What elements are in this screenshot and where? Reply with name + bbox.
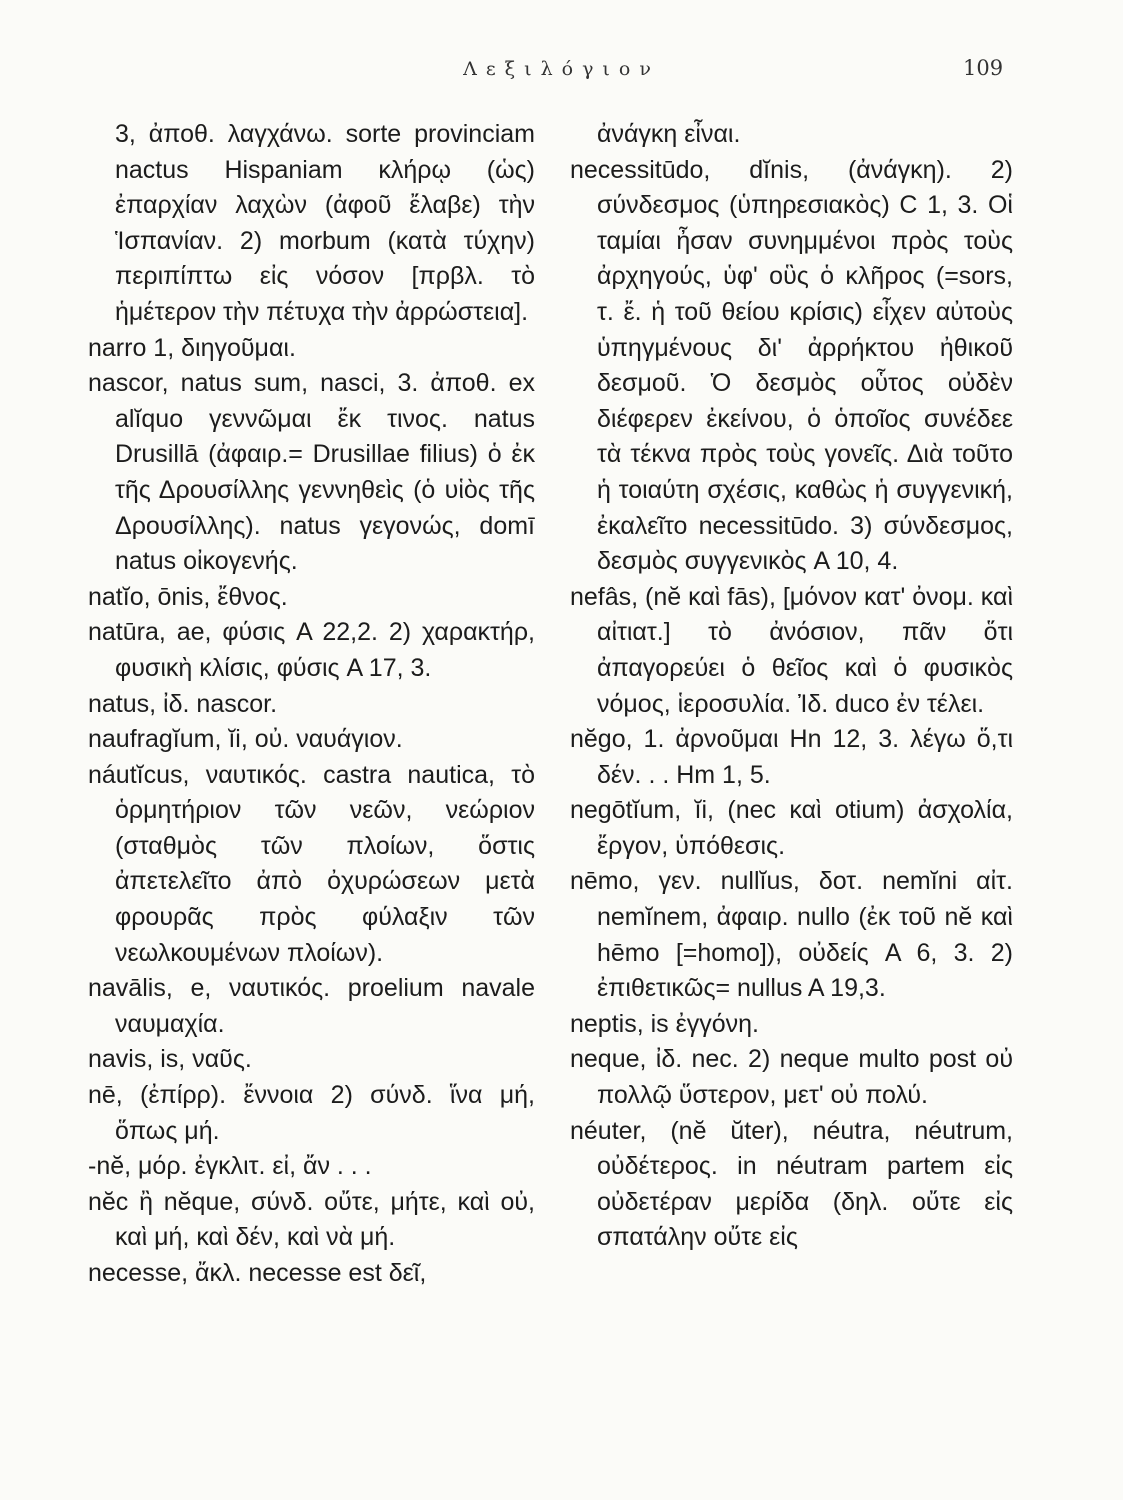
- dictionary-entry: naufragĭum, ĭi, οὐ. ναυάγιον.: [88, 725, 403, 754]
- dictionary-entry: neptis, is ἐγγόνη.: [570, 1009, 760, 1038]
- dictionary-entry: necesse, ἄκλ. necesse est δεῖ,: [88, 1259, 427, 1287]
- left-column: [88, 117, 535, 1292]
- dictionary-entry: nascor, natus sum, nasci, 3. ἀποθ. ex alĭquo γεννῶμαι ἔκ τινος. natus Drusillā (ἀφαιρ.= Drusillae filius) ὁ ἐκ τῆς Δρουσίλλης γεννηθεὶς (ὁ υἱὸς τῆς Δρουσίλλης). natus γεγονώς, domī natus οἰκογενής.: [88, 369, 535, 576]
- dictionary-entry: necessitūdo, dĭnis, (ἀνάγκη). 2) σύνδεσμος (ὑπηρεσιακὸς) C 1, 3. Οἱ ταμίαι ἦσαν συνημμένοι πρὸς τοὺς ἀρχηγούς, ὑφ' οὓς ὁ κλῆρος (=sors, τ. ἔ. ἡ τοῦ θείου κρίσις) εἶχεν αὐτοὺς ὑπηγμένους δι' ἀρρήκτου ἠθικοῦ δεσμοῦ. Ὁ δεσμὸς οὗτος οὐδὲν διέφερεν ἐκείνου, ὁ ὁποῖος συνέδεε τὰ τέκνα πρὸς τοὺς γονεῖς. Διὰ τοῦτο ἡ τοιαύτη σχέσις, καθὼς ἡ συγγενική, ἐκαλεῖτο necessitūdo. 3) σύνδεσμος, δεσμὸς συγγενικὸς A 10, 4.: [570, 155, 1013, 576]
- dictionary-entry: 3, ἀποθ. λαγχάνω. sorte provinciam nactus Hispaniam κλήρῳ (ὡς) ἐπαρχίαν λαχὼν (ἀφοῦ ἔλαβε) τὴν Ἱσπανίαν. 2) morbum (κατὰ τύχην) περιπίπτω εἰς νόσον [πρβλ. τὸ ἡμέτερον τὴν πέτυχα τὴν ἀρρώστεια].: [115, 120, 535, 326]
- dictionary-entry: néuter, (nĕ ŭter), néutra, néutrum, οὐδέτερος. in néutram partem εἰς οὐδετέραν μερίδα (δηλ. οὔτε εἰς σπατάλην οὔτε εἰς: [570, 1116, 1013, 1252]
- dictionary-entry: nefâs, (nĕ καὶ fās), [μόνον κατ' ὀνομ. καὶ αἰτιατ.] τὸ ἀνόσιον, πᾶν ὅτι ἀπαγορεύει ὁ θεῖος καὶ ὁ φυσικὸς νόμος, ἱεροσυλία. Ἰδ. duco ἐν τέλει.: [570, 582, 1013, 718]
- dictionary-entry: neque, ἰδ. nec. 2) neque multo post οὐ πολλῷ ὕστερον, μετ' οὐ πολύ.: [570, 1045, 1013, 1110]
- dictionary-entry: nēmo, γεν. nullĭus, δοτ. nemĭni αἰτ. nemĭnem, ἀφαιρ. nullo (ἐκ τοῦ nĕ καὶ hēmo [=homo]), οὐδείς A 6, 3. 2) ἐπιθετικῶς= nullus A 19,3.: [570, 867, 1013, 1003]
- running-head: Λεξιλόγιον: [463, 58, 660, 80]
- dictionary-entry: natus, ἰδ. nascor.: [88, 689, 278, 718]
- dictionary-entry: navālis, e, ναυτικός. proelium navale ναυμαχία.: [88, 974, 535, 1038]
- dictionary-entry: navis, is, ναῦς.: [88, 1045, 252, 1074]
- dictionary-entry: nē, (ἐπίρρ). ἔννοια 2) σύνδ. ἵνα μή, ὅπως μή.: [88, 1081, 535, 1145]
- dictionary-entry: náutĭcus, ναυτικός. castra nautica, τὸ ὁρμητήριον τῶν νεῶν, νεώριον (σταθμὸς τῶν πλοίων, ὅστις ἀπετελεῖτο ἀπὸ ὀχυρώσεων μετὰ φρουρᾶς πρὸς φύλαξιν τῶν νεωλκουμένων πλοίων).: [88, 760, 535, 967]
- dictionary-entry: nĕgo, 1. ἀρνοῦμαι Hn 12, 3. λέγω ὅ,τι δέν. . . Hm 1, 5.: [570, 725, 1013, 789]
- page-number: 109: [963, 56, 1004, 80]
- dictionary-entry: natūra, ae, φύσις A 22,2. 2) χαρακτήρ, φυσικὴ κλίσις, φύσις A 17, 3.: [88, 618, 535, 682]
- dictionary-entry: negōtĭum, ĭi, (nec καὶ otium) ἀσχολία, ἔργον, ὑπόθεσις.: [570, 796, 1013, 860]
- right-column: [570, 117, 1013, 1256]
- dictionary-entry: -nĕ, μόρ. ἐγκλιτ. εἰ, ἄν . . .: [88, 1152, 372, 1181]
- dictionary-entry: natĭo, ōnis, ἔθνος.: [88, 582, 288, 611]
- dictionary-entry: narro 1, διηγοῦμαι.: [88, 333, 296, 362]
- dictionary-entry: ἀνάγκη εἶναι.: [597, 120, 741, 148]
- dictionary-entry: nĕc ἢ nĕque, σύνδ. οὔτε, μήτε, καὶ οὐ, καὶ μή, καὶ δέν, καὶ νὰ μή.: [88, 1187, 535, 1252]
